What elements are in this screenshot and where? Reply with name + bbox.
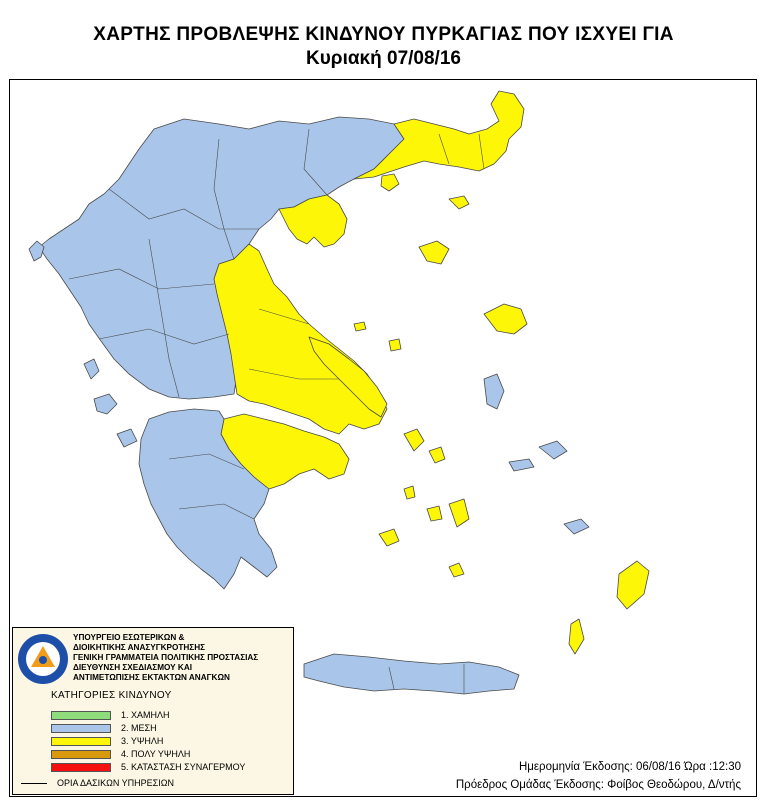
legend-boundary: ΟΡΙΑ ΔΑΣΙΚΩΝ ΥΠΗΡΕΣΙΩΝ [21,778,174,788]
island-tinos [429,447,445,463]
island-samothraki [449,196,469,209]
island-lefkada [84,359,99,379]
issue-date: Ημερομηνία Έκδοσης: 06/08/16 Ώρα :12:30 [519,761,741,773]
island-kefalonia [94,394,117,414]
swatch-alarm [51,763,111,772]
agency-text: ΥΠΟΥΡΓΕΙΟ ΕΣΩΤΕΡΙΚΩΝ & ΔΙΟΙΚΗΤΙΚΗΣ ΑΝΑΣΥΓΚΡΟΤΗΣΗΣ ΓΕΝΙΚΗ ΓΡΑΜΜΑΤΕΙΑ ΠΟΛΙΤΙΚΗΣ ΠΡΟΣΤΑΣΙΑΣ ΔΙΕΥΘΥΝΣΗ ΣΧΕΔΙΑΣΜΟΥ ΚΑΙ ΑΝΤΙΜΕΤΩΠΙΣΗΣ ΕΚΤΑΚΤΩΝ ΑΝΑΓΚΩΝ [73,633,259,682]
swatch-very-high [51,750,111,759]
island-samos [539,441,567,459]
map-date: Κυριακή 07/08/16 [306,48,461,69]
civil-protection-logo-icon [17,633,69,685]
island-kerkyra [29,241,44,261]
island-thasos [381,174,399,191]
island-chios [484,374,504,409]
swatch-medium [51,724,111,733]
swatch-high [51,737,111,746]
region-thessaly-central [214,244,387,434]
island-andros [404,429,424,451]
map-title: ΧΑΡΤΗΣ ΠΡΟΒΛΕΨΗΣ ΚΙΝΔΥΝΟΥ ΠΥΡΚΑΓΙΑΣ ΠΟΥ ΙΣΧΥΕΙ ΓΙΑ [93,24,674,45]
island-lesvos [484,304,527,334]
island-naxos [449,499,469,527]
island-milos [379,529,399,546]
map-legend: ΥΠΟΥΡΓΕΙΟ ΕΣΩΤΕΡΙΚΩΝ & ΔΙΟΙΚΗΤΙΚΗΣ ΑΝΑΣΥΓΚΡΟΤΗΣΗΣ ΓΕΝΙΚΗ ΓΡΑΜΜΑΤΕΙΑ ΠΟΛΙΤΙΚΗΣ ΠΡΟΣΤΑΣΙΑΣ ΔΙΕΥΘΥΝΣΗ ΣΧΕΔΙΑΣΜΟΥ ΚΑΙ ΑΝΤΙΜΕΤΩΠΙΣΗΣ ΕΚΤΑΚΤΩΝ ΑΝΑΓΚΩΝ ΚΑΤΗΓΟΡΙΕΣ ΚΙΝΔΥΝΟΥ 1. ΧΑΜΗΛΗ 2. ΜΕΣΗ 3. ΥΨΗΛΗ 4. ΠΟΛΥ ΥΨΗΛΗ 5. ΚΑΤΑΣΤΑΣΗ ΣΥΝΑΓΕΡΜΟΥ ΟΡΙΑ ΔΑΣΙΚΩΝ ΥΠΗΡΕΣΙΩΝ [12,627,294,795]
island-rhodes [617,561,649,609]
boundary-line-icon [21,783,47,784]
island-paros [427,506,442,521]
island-karpathos [569,619,584,654]
swatch-low [51,711,111,720]
island-kos [564,519,589,534]
island-limnos [419,241,449,264]
island-skyros [389,339,401,351]
region-crete [304,654,519,694]
island-syros [404,486,415,499]
issue-chair: Πρόεδρος Ομάδας Έκδοσης: Φοίβος Θεοδώρου, Δ/ντής [455,779,741,791]
risk-categories-title: ΚΑΤΗΓΟΡΙΕΣ ΚΙΝΔΥΝΟΥ [51,690,172,701]
island-santorini [449,563,464,577]
island-zakynthos [117,429,137,447]
island-ikaria [509,459,534,471]
island-skiathos [354,322,366,331]
